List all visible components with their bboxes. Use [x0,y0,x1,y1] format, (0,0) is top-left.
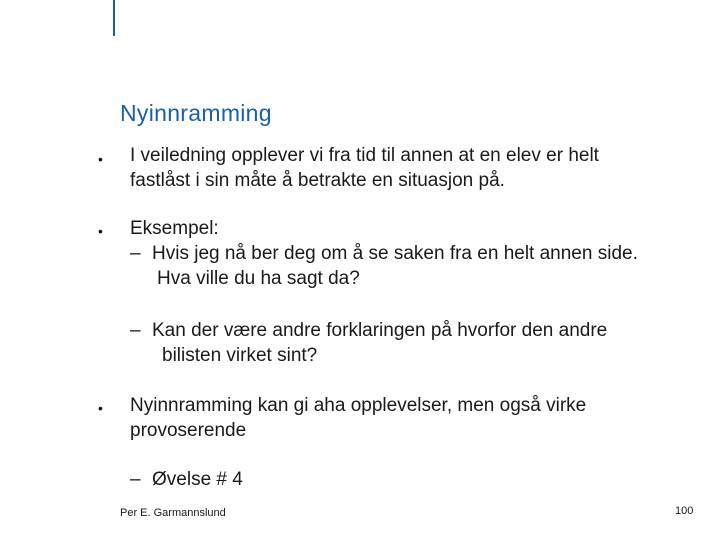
dash-marker: – [130,243,141,264]
footer-author: Per E. Garmannslund [120,507,226,519]
dash-marker: – [130,469,141,490]
subitem-2-2-line-2: bilisten virket sint? [162,345,318,366]
bullet-3-line-2: provoserende [130,420,247,441]
subitem-3-1 [130,467,243,492]
subitem-2-1 [130,241,638,291]
dash-marker: – [130,320,141,341]
slide-title: Nyinnramming [120,100,272,126]
bullet-marker: • [98,223,103,239]
subitem-2-1-line-2: Hva ville du ha sagt da? [157,268,360,289]
bullet-marker: • [98,151,103,167]
bullet-2-line-1: Eksempel: [130,218,219,239]
bullet-marker: • [98,400,103,416]
bullet-1-line-2: fastlåst i sin måte å betrakte en situasjon på. [130,170,505,191]
bullet-3-text [130,393,586,443]
subitem-2-2 [130,318,607,368]
accent-line [113,0,115,36]
subitem-3-1-line-1: Øvelse # 4 [152,469,243,490]
subitem-2-1-line-1: Hvis jeg nå ber deg om å se saken fra en helt annen side. [152,243,638,264]
bullet-1-text [130,143,599,193]
page-number: 100 [675,505,694,517]
bullet-2-text [130,216,219,241]
subitem-2-2-line-1: Kan der være andre forklaringen på hvorfor den andre [152,320,608,341]
bullet-3-line-1: Nyinnramming kan gi aha opplevelser, men også virke [130,395,587,416]
bullet-1-line-1: I veiledning opplever vi fra tid til annen at en elev er helt [130,145,599,166]
